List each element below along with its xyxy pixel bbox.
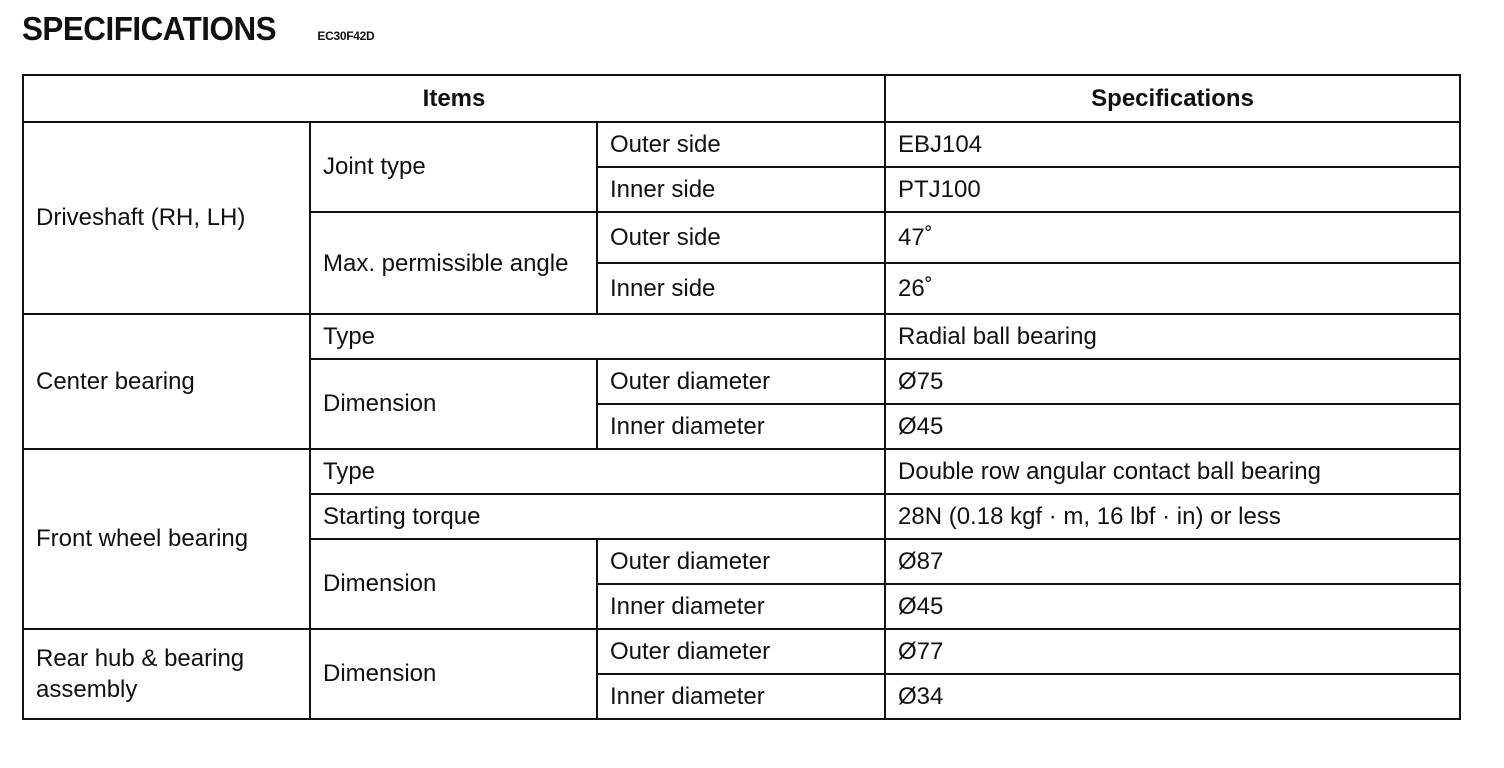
table-row xyxy=(23,449,1460,494)
specifications-column-header: Specifications xyxy=(885,75,1460,122)
dimension-label: Dimension xyxy=(310,359,597,449)
specifications-table xyxy=(22,74,1461,720)
center-type-value: Radial ball bearing xyxy=(885,314,1460,359)
document-code: EC30F42D xyxy=(317,29,375,43)
dimension-label: Dimension xyxy=(310,539,597,629)
table-header-row xyxy=(23,75,1460,122)
items-column-header: Items xyxy=(23,75,885,122)
table-row xyxy=(23,314,1460,359)
front-inner-value: Ø45 xyxy=(885,584,1460,629)
driveshaft-label: Driveshaft (RH, LH) xyxy=(23,122,310,314)
starting-torque-label: Starting torque xyxy=(310,494,885,539)
inner-side-label: Inner side xyxy=(597,263,885,314)
joint-type-label: Joint type xyxy=(310,122,597,212)
outer-diameter-label: Outer diameter xyxy=(597,629,885,674)
angle-outer-value: 47˚ xyxy=(885,212,1460,263)
front-wheel-bearing-label: Front wheel bearing xyxy=(23,449,310,629)
inner-diameter-label: Inner diameter xyxy=(597,404,885,449)
outer-side-label: Outer side xyxy=(597,122,885,167)
max-angle-label: Max. permissible angle xyxy=(310,212,597,314)
front-torque-value: 28N (0.18 kgf · m, 16 lbf · in) or less xyxy=(885,494,1460,539)
dimension-label: Dimension xyxy=(310,629,597,719)
outer-diameter-label: Outer diameter xyxy=(597,539,885,584)
joint-inner-value: PTJ100 xyxy=(885,167,1460,212)
front-outer-value: Ø87 xyxy=(885,539,1460,584)
inner-diameter-label: Inner diameter xyxy=(597,584,885,629)
rear-inner-value: Ø34 xyxy=(885,674,1460,719)
center-inner-value: Ø45 xyxy=(885,404,1460,449)
rear-outer-value: Ø77 xyxy=(885,629,1460,674)
page-title: SPECIFICATIONS xyxy=(22,10,277,47)
rear-hub-label: Rear hub & bearing assembly xyxy=(23,629,310,719)
table-row xyxy=(23,122,1460,167)
page-header xyxy=(22,10,374,48)
type-label: Type xyxy=(310,449,885,494)
inner-side-label: Inner side xyxy=(597,167,885,212)
joint-outer-value: EBJ104 xyxy=(885,122,1460,167)
center-bearing-label: Center bearing xyxy=(23,314,310,449)
center-outer-value: Ø75 xyxy=(885,359,1460,404)
front-type-value: Double row angular contact ball bearing xyxy=(885,449,1460,494)
table-row xyxy=(23,629,1460,674)
inner-diameter-label: Inner diameter xyxy=(597,674,885,719)
type-label: Type xyxy=(310,314,885,359)
angle-inner-value: 26˚ xyxy=(885,263,1460,314)
outer-diameter-label: Outer diameter xyxy=(597,359,885,404)
outer-side-label: Outer side xyxy=(597,212,885,263)
